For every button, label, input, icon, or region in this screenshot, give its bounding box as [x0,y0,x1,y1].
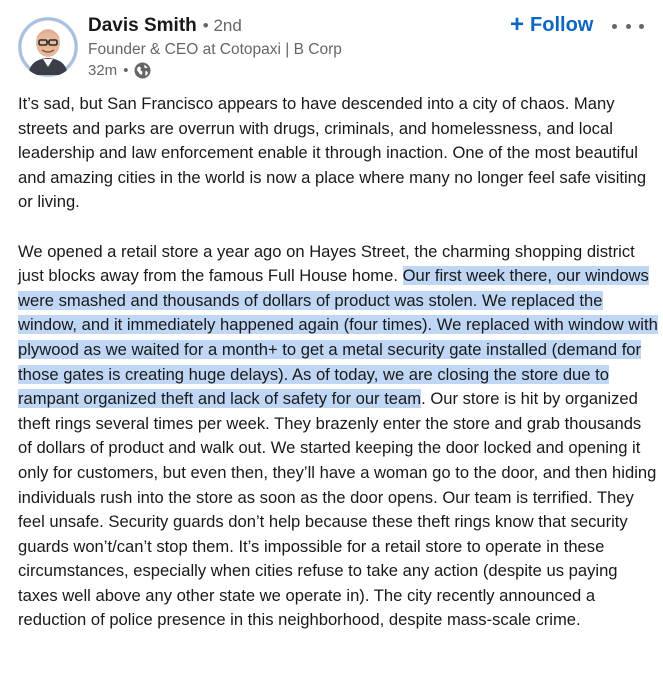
paragraph-2-intro: We opened a retail store a year ago on Hayes Street, the charming shopping district just blocks away from the famous Full House home. [18,241,635,286]
paragraph-2-rest: . Our store is hit by organized theft rings several times per week. They brazenly enter the store and grab thousands of dollars of product and walk out. We started keeping the door locked and opening it only for customers, but even then, they’ll have a woman go to the door, and then hiding individuals rush into the store as soon as the door opens. Our team is terrified. They feel unsafe. Security guards don’t help because these theft rings know that security guards won’t/can’t stop them. It’s impossible for a retail store to operate in these circumstances, especially when cities refuse to take any action (despite us paying taxes well above any other state we operate in). The city recently announced a reduction of police presence in this neighborhood, despite mass-scale crime. [18,389,657,630]
avatar-image [18,17,78,77]
highlighted-text: Our first week there, our windows were smashed and thousands of dollars of product was stolen. We replaced the window, and it immediately happened again (four times). We replaced with window with plywood as we waited for a month+ to get a metal security gate installed (demand for those gates is creating huge delays). As of today, we are closing the store due to rampant organized theft and lack of safety for our team [18,266,658,409]
post-paragraph-1: It’s sad, but San Francisco appears to have descended into a city of chaos. Many streets and parks are overrun with drugs, criminals, and homelessness, and local leadership and law enforcement enable it through inaction. One of the most beautiful and amazing cities in the world is now a place where many no longer feel safe visiting or living. [18,94,647,212]
author-name[interactable]: Davis Smith [88,15,197,36]
ellipsis-dot [626,24,631,29]
follow-button[interactable] [510,13,593,37]
author-name-row [88,15,242,37]
post-time: 32m [88,62,118,79]
post-header [0,0,663,92]
ellipsis-dot [639,24,644,29]
author-headline: Founder & CEO at Cotopaxi | B Corp [88,41,342,58]
more-options-button[interactable] [612,16,644,36]
avatar[interactable] [18,17,78,77]
post-body [18,92,658,633]
post-meta [88,62,151,79]
meta-separator: • [123,62,129,79]
plus-icon: + [510,11,525,38]
globe-icon [134,62,151,79]
follow-label: Follow [530,13,594,36]
connection-degree: • 2nd [202,16,242,35]
post-paragraph-2 [18,240,658,634]
ellipsis-icon [612,24,617,29]
